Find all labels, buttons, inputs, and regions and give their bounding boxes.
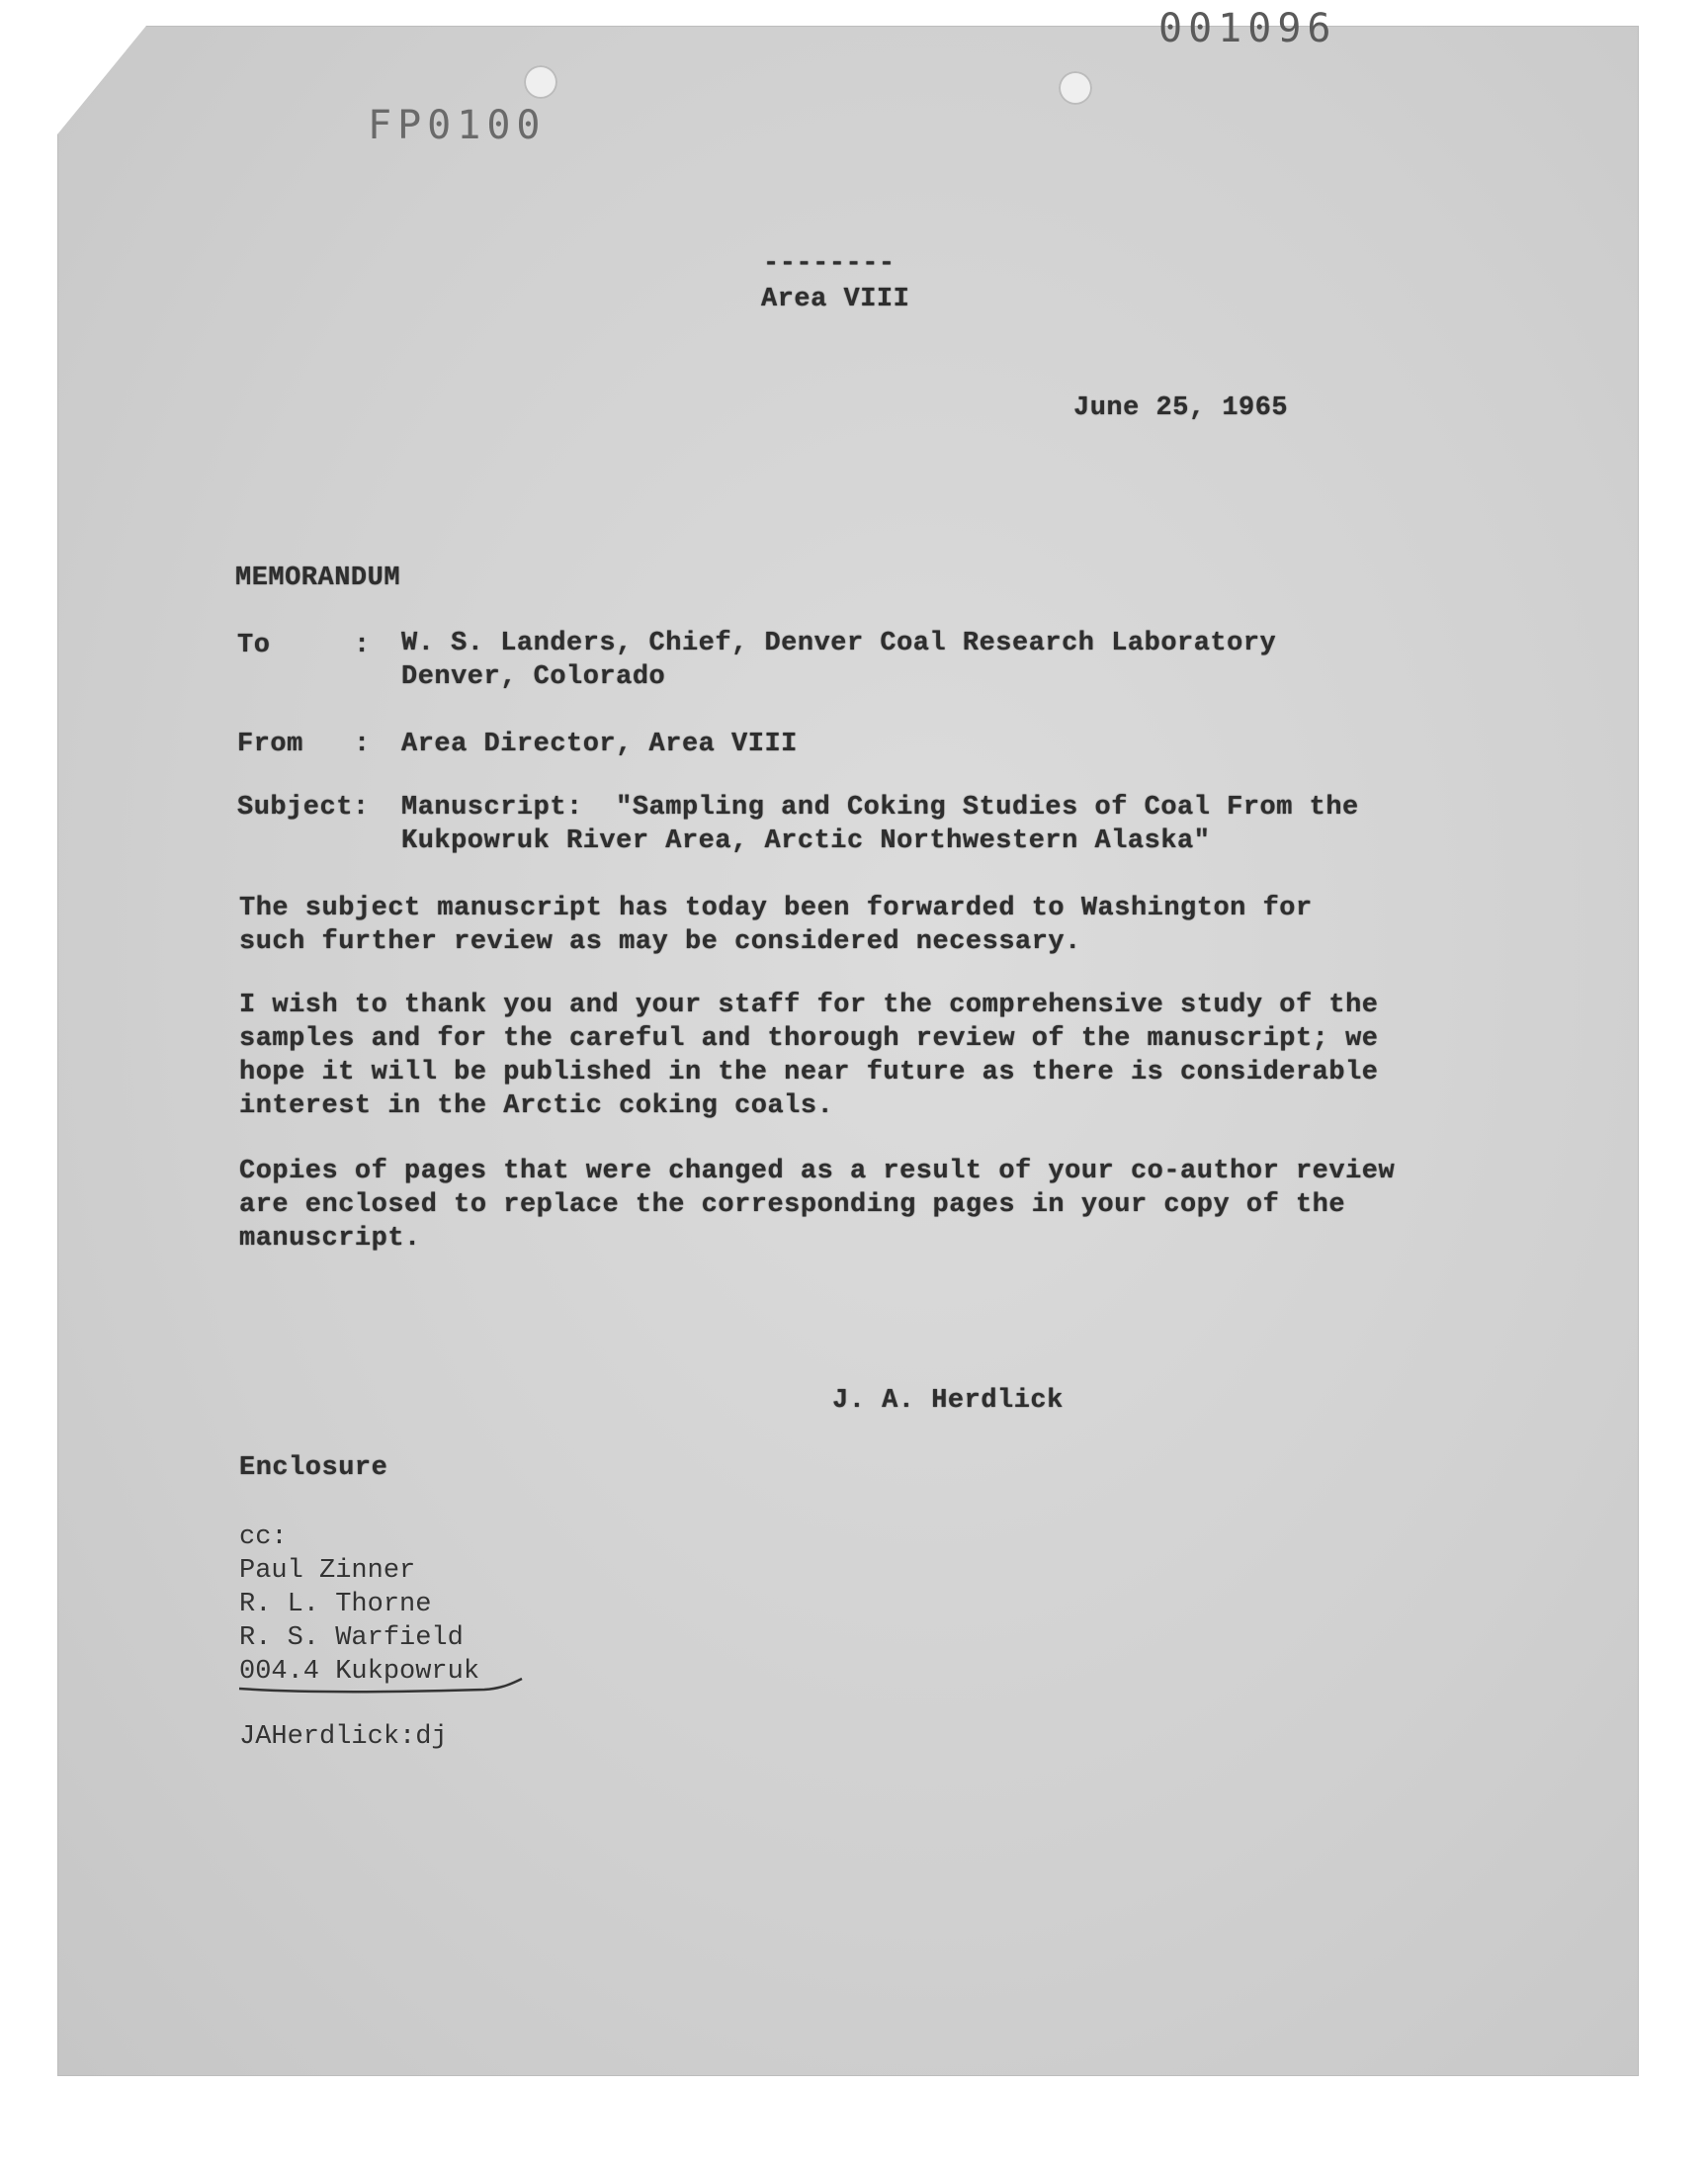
file-code-stamp: FP0100 bbox=[368, 103, 547, 148]
cc-label: cc: bbox=[239, 1522, 288, 1552]
signature-name: J. A. Herdlick bbox=[832, 1386, 1064, 1416]
subject-label: Subject: bbox=[237, 793, 370, 823]
cc-recipient: Paul Zinner bbox=[239, 1556, 416, 1586]
paragraph-line: The subject manuscript has today been forwarded to Washington for bbox=[239, 894, 1313, 923]
to-label: To bbox=[237, 631, 271, 660]
punch-hole bbox=[1059, 71, 1092, 105]
area-heading: Area VIII bbox=[761, 285, 910, 314]
paragraph-line: hope it will be published in the near future as there is considerable bbox=[239, 1058, 1379, 1088]
paragraph-line: Copies of pages that were changed as a result of your co-author review bbox=[239, 1157, 1396, 1186]
paragraph-line: manuscript. bbox=[239, 1224, 421, 1254]
memo-date: June 25, 1965 bbox=[1073, 393, 1289, 423]
cc-recipient: R. S. Warfield bbox=[239, 1623, 464, 1653]
from-sender: Area Director, Area VIII bbox=[401, 730, 798, 759]
cc-recipient: 004.4 Kukpowruk bbox=[239, 1657, 480, 1687]
paragraph-line: such further review as may be considered necessary. bbox=[239, 927, 1081, 957]
from-label: From bbox=[237, 730, 303, 759]
cc-list bbox=[239, 1554, 479, 1689]
header-dashes: -------- bbox=[763, 249, 896, 279]
subject-line-2: Kukpowruk River Area, Arctic Northwestern Alaska" bbox=[401, 826, 1211, 856]
paragraph-line: I wish to thank you and your staff for the comprehensive study of the bbox=[239, 991, 1379, 1020]
body-paragraph-2 bbox=[239, 989, 1406, 1123]
memo-title: MEMORANDUM bbox=[235, 564, 401, 593]
document-number-stamp: 001096 bbox=[1158, 6, 1337, 51]
typist-initials: JAHerdlick:dj bbox=[239, 1722, 448, 1752]
subject-line-1: Manuscript: "Sampling and Coking Studies of Coal From the bbox=[401, 793, 1359, 823]
paragraph-line: interest in the Arctic coking coals. bbox=[239, 1091, 834, 1121]
enclosure-note: Enclosure bbox=[239, 1453, 388, 1483]
handwritten-underline bbox=[237, 1677, 524, 1696]
punch-hole bbox=[524, 65, 557, 99]
paragraph-line: samples and for the careful and thorough review of the manuscript; we bbox=[239, 1024, 1379, 1054]
to-recipient: W. S. Landers, Chief, Denver Coal Research Laboratory bbox=[401, 629, 1277, 658]
to-colon: : bbox=[354, 631, 371, 660]
paragraph-line: are enclosed to replace the corresponding pages in your copy of the bbox=[239, 1190, 1346, 1220]
torn-corner bbox=[57, 26, 146, 134]
body-paragraph-3 bbox=[239, 1155, 1406, 1256]
cc-recipient: R. L. Thorne bbox=[239, 1590, 432, 1619]
to-location: Denver, Colorado bbox=[401, 662, 666, 692]
from-colon: : bbox=[354, 730, 371, 759]
body-paragraph-1 bbox=[239, 892, 1406, 959]
